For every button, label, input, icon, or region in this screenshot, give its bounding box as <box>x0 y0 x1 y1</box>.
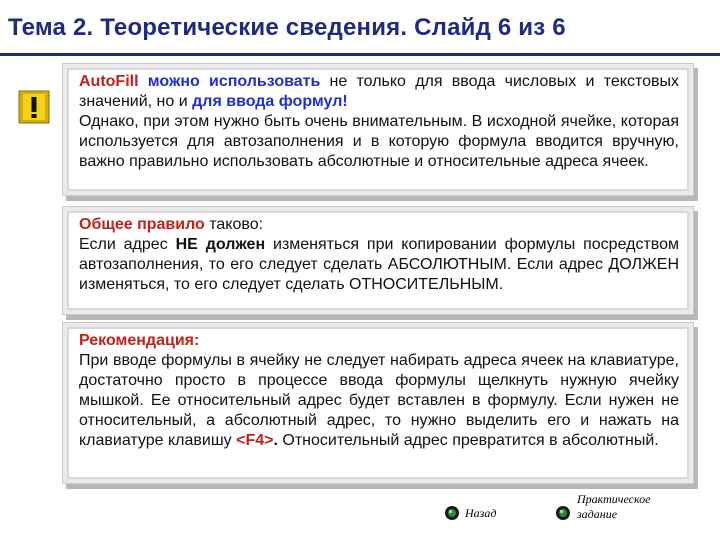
autofill-term: AutoFill <box>79 73 148 90</box>
autofill-caution-text: Однако, при этом нужно быть очень внимательным. В исходной ячейке, которая используется для автозаполнения и в которую формула вводится вручную, важно правильно использовать абсолютные и относительные адреса ячеек. <box>79 113 679 170</box>
recommendation-card <box>62 322 694 484</box>
formula-input-phrase: для ввода формул <box>192 93 343 110</box>
practice-nav-bullet-icon[interactable] <box>555 505 571 521</box>
title-underline <box>0 53 720 56</box>
practice-task-label-line2: задание <box>577 507 618 521</box>
back-nav-bullet-icon[interactable] <box>444 505 460 521</box>
f4-key-label: <F4> <box>236 432 274 449</box>
autofill-info-card <box>62 63 694 196</box>
can-use-phrase: можно использовать <box>147 73 321 90</box>
slide-title: Тема 2. Теоретические сведения. Слайд 6 из 6 <box>8 14 566 41</box>
must-not-phrase: НЕ должен <box>175 236 266 253</box>
practice-task-label-line1: Практическое <box>577 492 651 506</box>
general-rule-text: Если адрес НЕ должен изменяться при копировании формулы посредством автозаполнения, то его следует сделать АБСОЛЮТНЫМ. Если адрес ДОЛЖЕН изменяться, то его следует сделать ОТНОСИТЕЛЬНЫМ. <box>79 236 680 293</box>
recommendation-heading: Рекомендация: <box>79 332 200 349</box>
general-rule-heading: Общее правило таково: <box>79 216 264 233</box>
back-button[interactable]: Назад <box>465 506 497 520</box>
recommendation-text: При вводе формулы в ячейку не следует набирать адреса ячеек на клавиатуре, достаточно просто в процессе ввода формулы щелкнуть нужную ячейку мышкой. Ее относительный адрес будет вставлен в формулу. Если нужен не относительный, а абсолютный адрес, то нужно выделить его и нажать на клавиатуре клавишу <F4>. Относительный адрес превратится в абсолютный. <box>79 352 679 449</box>
autofill-intro-text: AutoFill можно использовать не только для ввода числовых и текстовых значений, но и для ввода формул! <box>79 73 679 110</box>
warning-icon <box>15 90 53 124</box>
practice-task-button[interactable] <box>577 492 651 522</box>
general-rule-card <box>62 206 694 315</box>
